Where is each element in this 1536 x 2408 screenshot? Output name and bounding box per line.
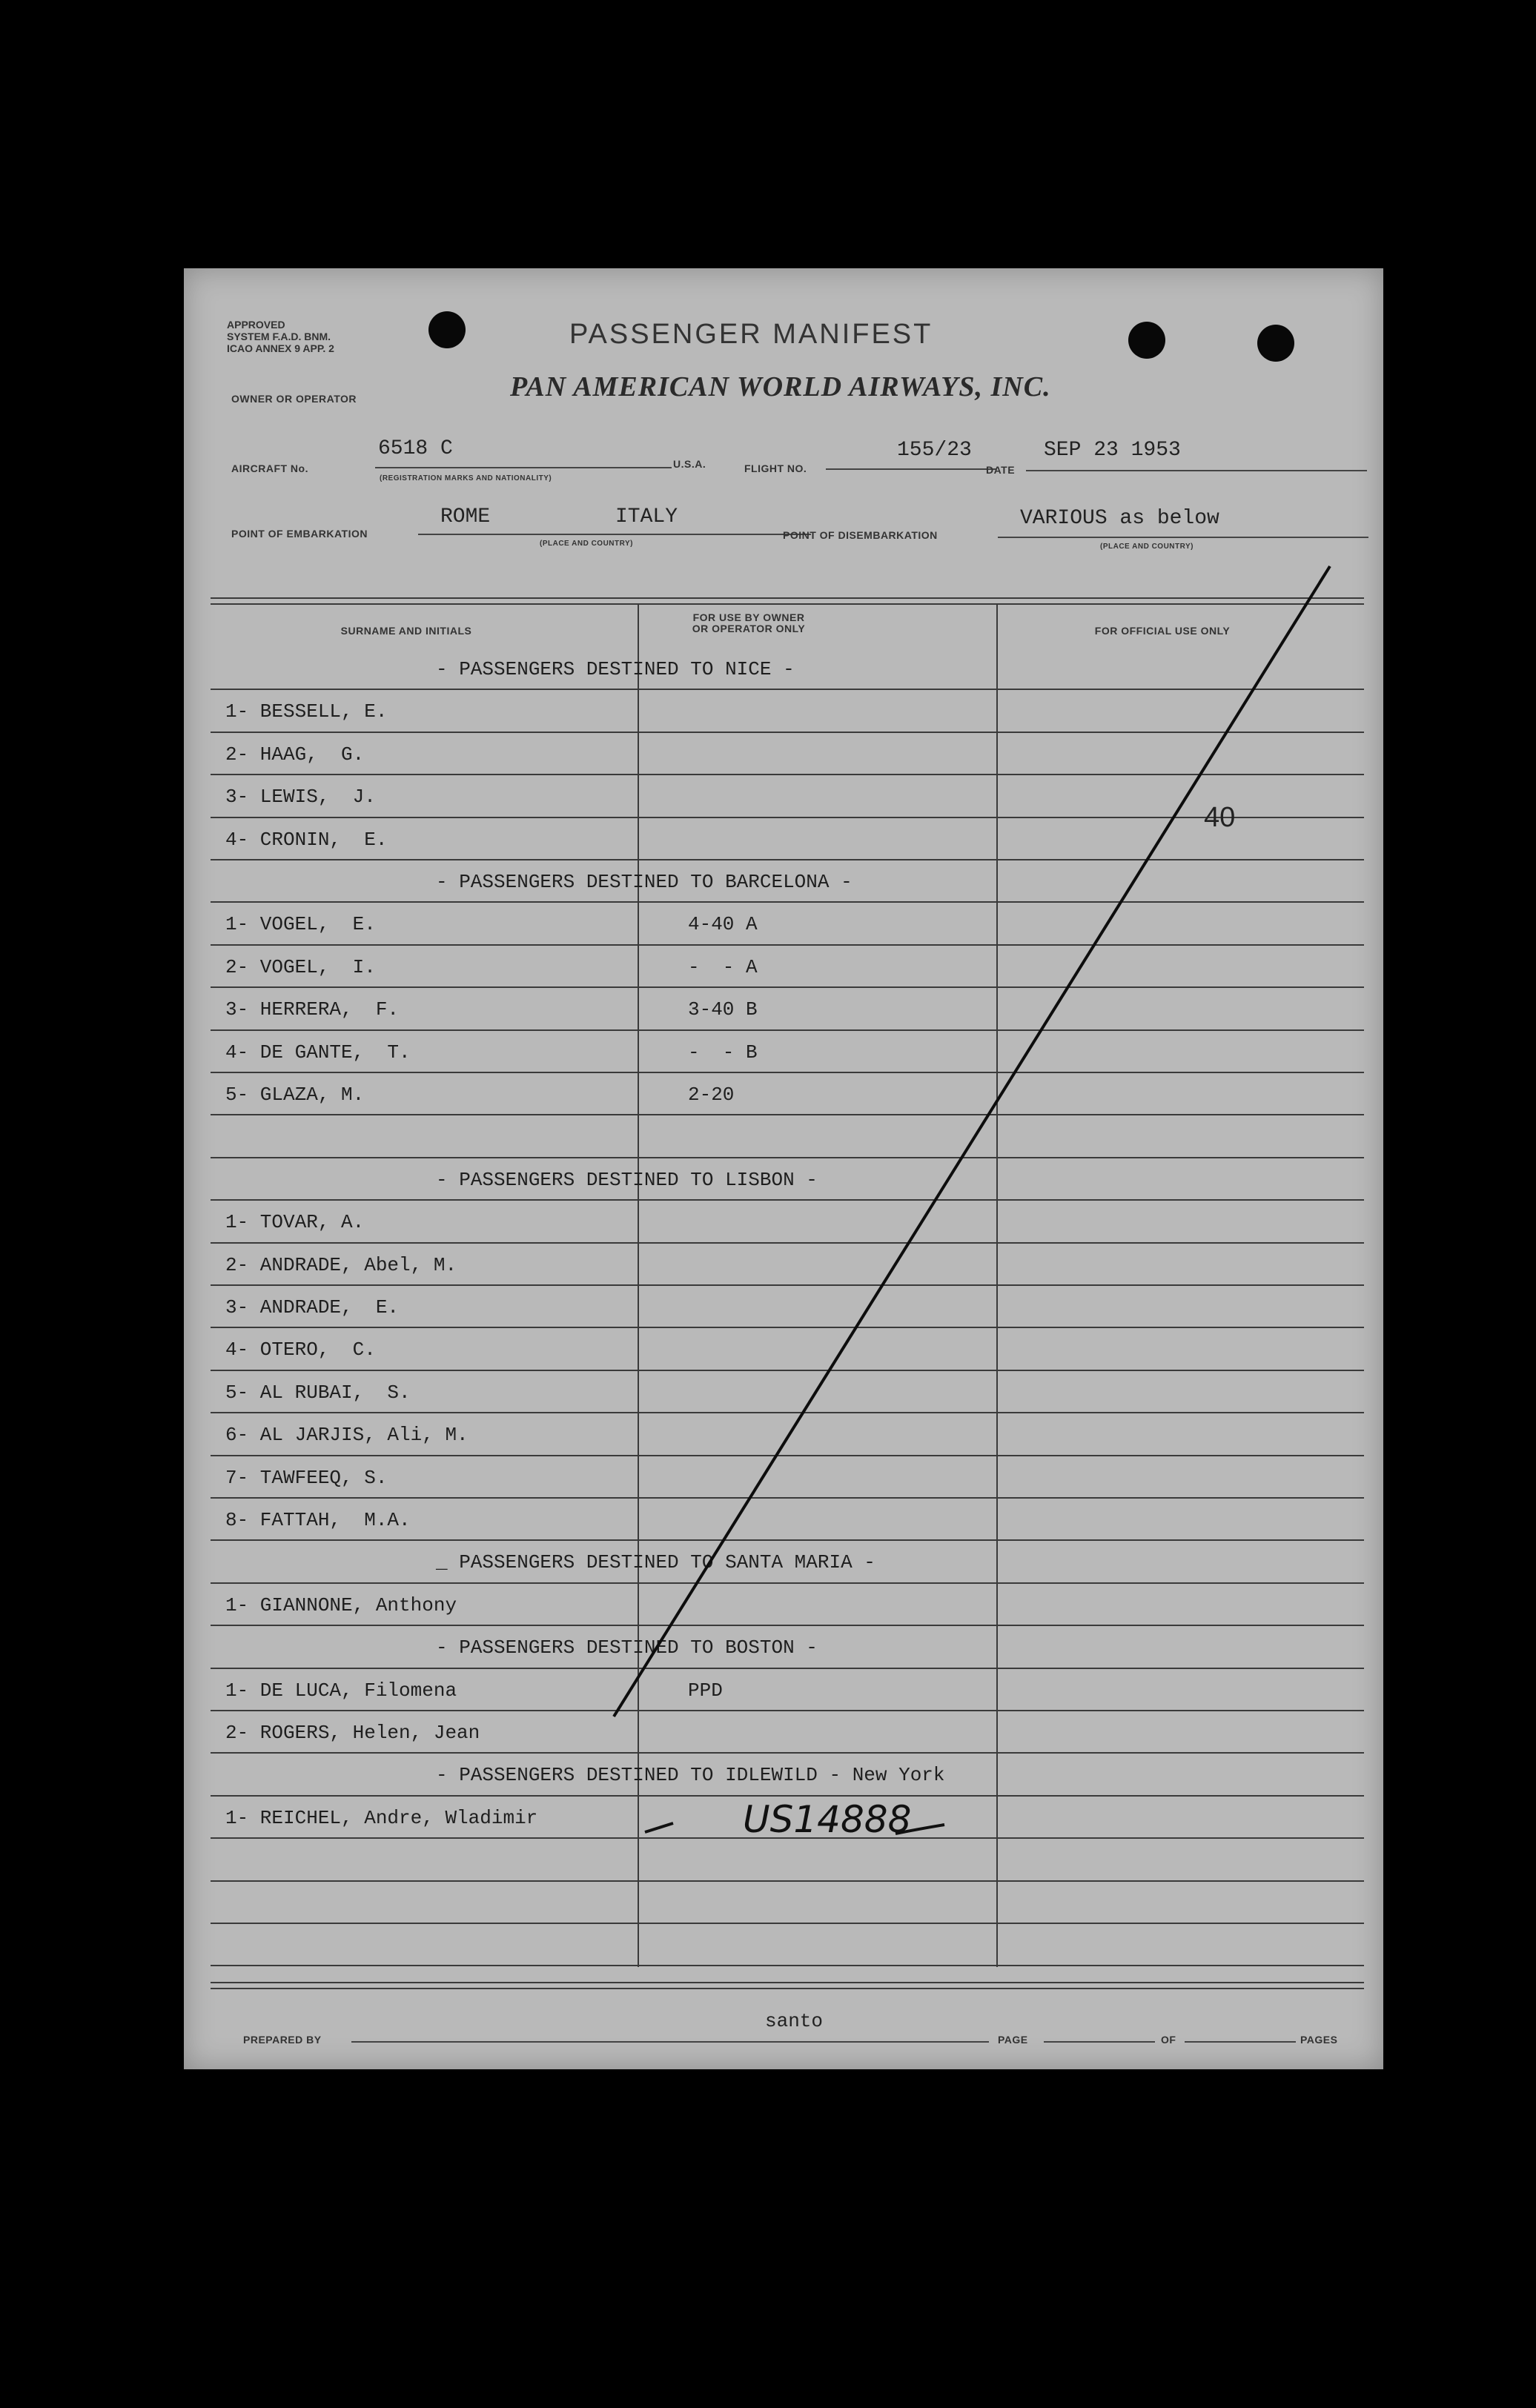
passenger-name: 5- GLAZA, M. <box>225 1084 365 1106</box>
passenger-name: 5- AL RUBAI, S. <box>225 1381 411 1404</box>
aircraft-label: AIRCRAFT No. <box>231 462 308 474</box>
passenger-name: 2- ANDRADE, Abel, M. <box>225 1253 457 1276</box>
section-heading: - PASSENGERS DESTINED TO IDLEWILD - New York <box>436 1764 945 1787</box>
place-note: (PLACE AND COUNTRY) <box>540 540 633 548</box>
handwritten-number: US14888 <box>743 1798 912 1841</box>
owner-use-value: PPD <box>688 1679 723 1702</box>
passenger-name: 1- TOVAR, A. <box>225 1211 365 1234</box>
owner-label: OWNER OR OPERATOR <box>231 393 357 405</box>
section-heading: - PASSENGERS DESTINED TO BARCELONA - <box>436 871 853 893</box>
column-header-official: FOR OFFICIAL USE ONLY <box>1094 625 1231 637</box>
registration-note: (REGISTRATION MARKS AND NATIONALITY) <box>380 474 552 482</box>
owner-use-value: - - B <box>688 1041 758 1064</box>
of-label: OF <box>1161 2034 1176 2046</box>
embarkation-country: ITALY <box>615 505 678 528</box>
official-use-number: 40 <box>1204 802 1236 833</box>
usa-label: U.S.A. <box>673 458 706 470</box>
place-note: (PLACE AND COUNTRY) <box>1100 543 1194 551</box>
column-header-line: OR OPERATOR ONLY <box>692 623 806 634</box>
manifest-page <box>184 268 1383 2069</box>
passenger-name: 2- VOGEL, I. <box>225 955 376 978</box>
owner-use-value: - - A <box>688 955 758 978</box>
underline <box>1185 2041 1296 2043</box>
flight-label: FLIGHT NO. <box>744 462 807 474</box>
owner-use-value: 3-40 B <box>688 998 758 1021</box>
date-value: SEP 23 1953 <box>1044 439 1181 462</box>
underline <box>351 2041 989 2043</box>
underline <box>1044 2041 1155 2043</box>
passenger-name: 7- TAWFEEQ, S. <box>225 1466 388 1489</box>
passenger-name: 2- HAAG, G. <box>225 743 365 766</box>
section-heading: - PASSENGERS DESTINED TO LISBON - <box>436 1168 818 1191</box>
column-header-surname: SURNAME AND INITIALS <box>340 625 472 637</box>
owner-use-value: 2-20 <box>688 1084 735 1106</box>
passenger-name: 1- REICHEL, Andre, Wladimir <box>225 1806 538 1829</box>
prepared-by-label: PREPARED BY <box>243 2034 322 2046</box>
column-header-line: FOR USE BY OWNER <box>692 611 805 623</box>
passenger-name: 1- BESSELL, E. <box>225 700 388 723</box>
passenger-name: 1- VOGEL, E. <box>225 913 376 936</box>
passenger-name: 3- ANDRADE, E. <box>225 1296 400 1319</box>
section-heading: - PASSENGERS DESTINED TO NICE - <box>436 658 795 680</box>
airline-name: PAN AMERICAN WORLD AIRWAYS, INC. <box>510 371 1051 402</box>
passenger-name: 4- DE GANTE, T. <box>225 1041 411 1064</box>
section-heading: - PASSENGERS DESTINED TO BOSTON - <box>436 1636 818 1659</box>
embarkation-label: POINT OF EMBARKATION <box>231 528 368 540</box>
passenger-name: 8- FATTAH, M.A. <box>225 1509 411 1531</box>
embarkation-place: ROME <box>440 505 491 528</box>
passenger-name: 2- ROGERS, Helen, Jean <box>225 1722 480 1744</box>
aircraft-number: 6518 C <box>378 437 453 460</box>
passenger-name: 4- OTERO, C. <box>225 1339 376 1361</box>
page-title: PASSENGER MANIFEST <box>569 319 933 350</box>
pages-label: PAGES <box>1300 2034 1338 2046</box>
approval-line: ICAO ANNEX 9 APP. 2 <box>227 342 334 354</box>
passenger-name: 6- AL JARJIS, Ali, M. <box>225 1424 469 1447</box>
section-heading: _ PASSENGERS DESTINED TO SANTA MARIA - <box>436 1551 875 1574</box>
prepared-by-value: santo <box>765 2010 824 2032</box>
passenger-name: 3- LEWIS, J. <box>225 786 376 809</box>
owner-use-value: 4-40 A <box>688 913 758 936</box>
passenger-name: 3- HERRERA, F. <box>225 998 400 1021</box>
disembarkation-value: VARIOUS as below <box>1020 507 1219 530</box>
passenger-name: 1- DE LUCA, Filomena <box>225 1679 457 1702</box>
approval-line: SYSTEM F.A.D. BNM. <box>227 331 331 342</box>
date-label: DATE <box>986 464 1016 476</box>
passenger-name: 1- GIANNONE, Anthony <box>225 1593 457 1616</box>
flight-number: 155/23 <box>897 439 972 462</box>
disembarkation-label: POINT OF DISEMBARKATION <box>783 529 938 541</box>
approval-line: APPROVED <box>227 319 285 331</box>
page-label: PAGE <box>998 2034 1028 2046</box>
passenger-name: 4- CRONIN, E. <box>225 828 388 851</box>
